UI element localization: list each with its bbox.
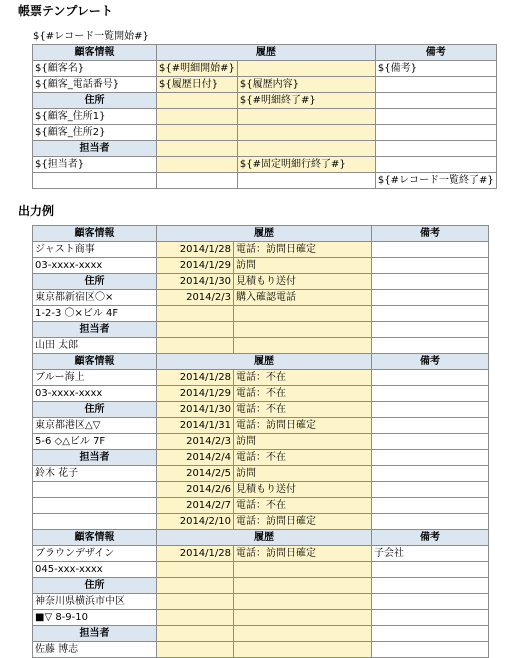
history-date[interactable]: 2014/2/4: [157, 450, 234, 466]
output-table-body: [33, 226, 489, 658]
header-history: 履歴: [157, 226, 372, 242]
table-row: [33, 434, 489, 450]
table-row: [33, 306, 489, 322]
empty-cell[interactable]: [33, 498, 157, 514]
empty-cell[interactable]: [157, 642, 234, 658]
empty-cell[interactable]: [372, 514, 489, 530]
empty-cell[interactable]: [372, 418, 489, 434]
customer-phone[interactable]: 03-xxxx-xxxx: [33, 258, 157, 274]
empty-cell[interactable]: [372, 450, 489, 466]
table-row: [33, 562, 489, 578]
template-cell[interactable]: [237, 61, 375, 77]
header-history: 履歴: [157, 354, 372, 370]
empty-cell[interactable]: [372, 338, 489, 354]
table-row: [33, 386, 489, 402]
history-date[interactable]: 2014/1/29: [157, 258, 234, 274]
empty-cell[interactable]: [372, 482, 489, 498]
history-content[interactable]: 購入確認電話: [234, 290, 372, 306]
history-content[interactable]: 電話：不在: [234, 402, 372, 418]
table-row: [33, 610, 489, 626]
history-date[interactable]: 2014/1/31: [157, 418, 234, 434]
table-row: [33, 466, 489, 482]
empty-cell[interactable]: [372, 274, 489, 290]
template-cell[interactable]: [33, 173, 157, 189]
output-section-title: 出力例: [18, 204, 55, 218]
template-cell[interactable]: [237, 125, 375, 141]
customer-name[interactable]: ブラウンデザイン: [33, 546, 157, 562]
history-date[interactable]: 2014/2/7: [157, 498, 234, 514]
record-header-row: [33, 226, 489, 242]
empty-cell[interactable]: [372, 562, 489, 578]
history-content[interactable]: 見積もり送付: [234, 274, 372, 290]
history-content[interactable]: 電話：訪問日確定: [234, 418, 372, 434]
customer-address2[interactable]: 5-6 ◇△ビル 7F: [33, 434, 157, 450]
template-cell[interactable]: [375, 157, 496, 173]
table-row: [33, 578, 489, 594]
header-remarks: 備考: [372, 530, 489, 546]
customer-address1[interactable]: 東京都港区△▽: [33, 418, 157, 434]
customer-name[interactable]: ジャスト商事: [33, 242, 157, 258]
table-row: [33, 274, 489, 290]
template-section-title: 帳票テンプレート: [18, 4, 113, 18]
header-remarks: 備考: [372, 354, 489, 370]
empty-cell[interactable]: [372, 642, 489, 658]
customer-name[interactable]: ブルー海上: [33, 370, 157, 386]
table-row: [33, 642, 489, 658]
address2-placeholder[interactable]: ${顧客_住所2}: [33, 125, 157, 141]
history-date[interactable]: 2014/2/3: [157, 434, 234, 450]
staff-label: 担当者: [33, 141, 157, 157]
record-header-row: [33, 354, 489, 370]
customer-name-placeholder[interactable]: ${顧客名}: [33, 61, 157, 77]
history-content[interactable]: 電話：不在: [234, 498, 372, 514]
fixed-detail-end-marker[interactable]: ${#固定明細行終了#}: [237, 157, 375, 173]
history-date[interactable]: 2014/1/30: [157, 274, 234, 290]
remarks-placeholder[interactable]: ${備考}: [375, 61, 496, 77]
empty-cell[interactable]: [157, 322, 234, 338]
history-content[interactable]: 訪問: [234, 258, 372, 274]
history-date[interactable]: 2014/2/6: [157, 482, 234, 498]
template-cell[interactable]: [375, 125, 496, 141]
header-history: 履歴: [157, 45, 376, 61]
empty-cell[interactable]: [157, 578, 234, 594]
empty-cell[interactable]: [157, 562, 234, 578]
template-cell[interactable]: [157, 141, 238, 157]
detail-end-marker[interactable]: ${#明細終了#}: [237, 93, 375, 109]
history-content[interactable]: 訪問: [234, 434, 372, 450]
remarks-cell[interactable]: 子会社: [372, 546, 489, 562]
table-row: [33, 514, 489, 530]
header-customer-info: 顧客情報: [33, 226, 157, 242]
history-date[interactable]: 2014/2/5: [157, 466, 234, 482]
history-date[interactable]: 2014/1/28: [157, 546, 234, 562]
table-row: [33, 322, 489, 338]
history-date[interactable]: 2014/1/30: [157, 402, 234, 418]
table-row: [33, 370, 489, 386]
history-date-placeholder[interactable]: ${履歴日付}: [157, 77, 238, 93]
history-date[interactable]: 2014/1/28: [157, 242, 234, 258]
empty-cell[interactable]: [372, 626, 489, 642]
record-list-start-marker: ${#レコード一覧開始#}: [33, 31, 149, 42]
empty-cell[interactable]: [234, 594, 372, 610]
record-list-end-marker[interactable]: ${#レコード一覧終了#}: [375, 173, 496, 189]
header-remarks: 備考: [375, 45, 496, 61]
header-history: 履歴: [157, 530, 372, 546]
empty-cell[interactable]: [372, 466, 489, 482]
table-row: [33, 546, 489, 562]
template-cell[interactable]: [157, 173, 238, 189]
staff-placeholder[interactable]: ${担当者}: [33, 157, 157, 173]
customer-address2[interactable]: ■▽ 8-9-10: [33, 610, 157, 626]
address-label: 住所: [33, 93, 157, 109]
empty-cell[interactable]: [372, 290, 489, 306]
table-row: [33, 594, 489, 610]
table-row: [33, 418, 489, 434]
template-cell[interactable]: [375, 141, 496, 157]
empty-cell[interactable]: [157, 306, 234, 322]
history-date[interactable]: 2014/1/29: [157, 386, 234, 402]
table-row: [33, 482, 489, 498]
empty-cell[interactable]: [372, 306, 489, 322]
template-cell[interactable]: [375, 109, 496, 125]
empty-cell[interactable]: [372, 498, 489, 514]
detail-start-marker[interactable]: ${#明細開始#}: [157, 61, 238, 77]
table-row: [33, 626, 489, 642]
empty-cell[interactable]: [234, 578, 372, 594]
template-cell[interactable]: [237, 173, 375, 189]
address-label: 住所: [33, 402, 157, 418]
table-row: [33, 290, 489, 306]
empty-cell[interactable]: [372, 402, 489, 418]
template-cell[interactable]: [237, 109, 375, 125]
empty-cell[interactable]: [234, 642, 372, 658]
empty-cell[interactable]: [372, 258, 489, 274]
record-header-row: [33, 530, 489, 546]
table-row: [33, 242, 489, 258]
history-content[interactable]: 見積もり送付: [234, 482, 372, 498]
staff-name[interactable]: 山田 太郎: [33, 338, 157, 354]
history-content[interactable]: 電話：不在: [234, 450, 372, 466]
history-content[interactable]: 電話：不在: [234, 386, 372, 402]
empty-cell[interactable]: [372, 610, 489, 626]
empty-cell[interactable]: [234, 322, 372, 338]
template-cell[interactable]: [237, 141, 375, 157]
remarks-cell[interactable]: [372, 370, 489, 386]
empty-cell[interactable]: [234, 562, 372, 578]
address-label: 住所: [33, 578, 157, 594]
customer-address2[interactable]: 1-2-3 〇×ビル 4F: [33, 306, 157, 322]
history-content-placeholder[interactable]: ${履歴内容}: [237, 77, 375, 93]
empty-cell[interactable]: [33, 482, 157, 498]
empty-cell[interactable]: [372, 386, 489, 402]
history-date[interactable]: 2014/2/10: [157, 514, 234, 530]
output-table: [32, 225, 489, 658]
template-table: [32, 44, 497, 189]
history-content[interactable]: 電話：訪問日確定: [234, 546, 372, 562]
customer-address1[interactable]: 神奈川県横浜市中区: [33, 594, 157, 610]
customer-address1[interactable]: 東京都新宿区〇×: [33, 290, 157, 306]
empty-cell[interactable]: [234, 306, 372, 322]
history-content[interactable]: 電話：不在: [234, 370, 372, 386]
header-customer-info: 顧客情報: [33, 354, 157, 370]
header-customer-info: 顧客情報: [33, 530, 157, 546]
empty-cell[interactable]: [157, 626, 234, 642]
staff-label: 担当者: [33, 450, 157, 466]
customer-phone[interactable]: 045-xxx-xxxx: [33, 562, 157, 578]
staff-name[interactable]: 鈴木 花子: [33, 466, 157, 482]
empty-cell[interactable]: [372, 594, 489, 610]
empty-cell[interactable]: [234, 338, 372, 354]
empty-cell[interactable]: [372, 578, 489, 594]
empty-cell[interactable]: [157, 594, 234, 610]
staff-name[interactable]: 佐藤 博志: [33, 642, 157, 658]
remarks-cell[interactable]: [372, 242, 489, 258]
template-cell[interactable]: [157, 109, 238, 125]
staff-label: 担当者: [33, 322, 157, 338]
staff-label: 担当者: [33, 626, 157, 642]
template-cell[interactable]: [157, 125, 238, 141]
template-cell[interactable]: [157, 93, 238, 109]
table-row: [33, 258, 489, 274]
empty-cell[interactable]: [372, 434, 489, 450]
table-row: [33, 498, 489, 514]
history-content[interactable]: 電話：訪問日確定: [234, 242, 372, 258]
table-row: [33, 402, 489, 418]
history-content[interactable]: 電話：訪問日確定: [234, 514, 372, 530]
empty-cell[interactable]: [157, 610, 234, 626]
history-date[interactable]: 2014/1/28: [157, 370, 234, 386]
empty-cell[interactable]: [372, 322, 489, 338]
address-label: 住所: [33, 274, 157, 290]
history-date[interactable]: 2014/2/3: [157, 290, 234, 306]
template-cell[interactable]: [375, 93, 496, 109]
template-cell[interactable]: [375, 77, 496, 93]
history-content[interactable]: 訪問: [234, 466, 372, 482]
address1-placeholder[interactable]: ${顧客_住所1}: [33, 109, 157, 125]
table-row: [33, 338, 489, 354]
customer-phone-placeholder[interactable]: ${顧客_電話番号}: [33, 77, 157, 93]
header-customer-info: 顧客情報: [33, 45, 157, 61]
table-row: [33, 450, 489, 466]
header-remarks: 備考: [372, 226, 489, 242]
customer-phone[interactable]: 03-xxxx-xxxx: [33, 386, 157, 402]
empty-cell[interactable]: [33, 514, 157, 530]
template-cell[interactable]: [157, 157, 238, 173]
empty-cell[interactable]: [234, 610, 372, 626]
empty-cell[interactable]: [157, 338, 234, 354]
empty-cell[interactable]: [234, 626, 372, 642]
